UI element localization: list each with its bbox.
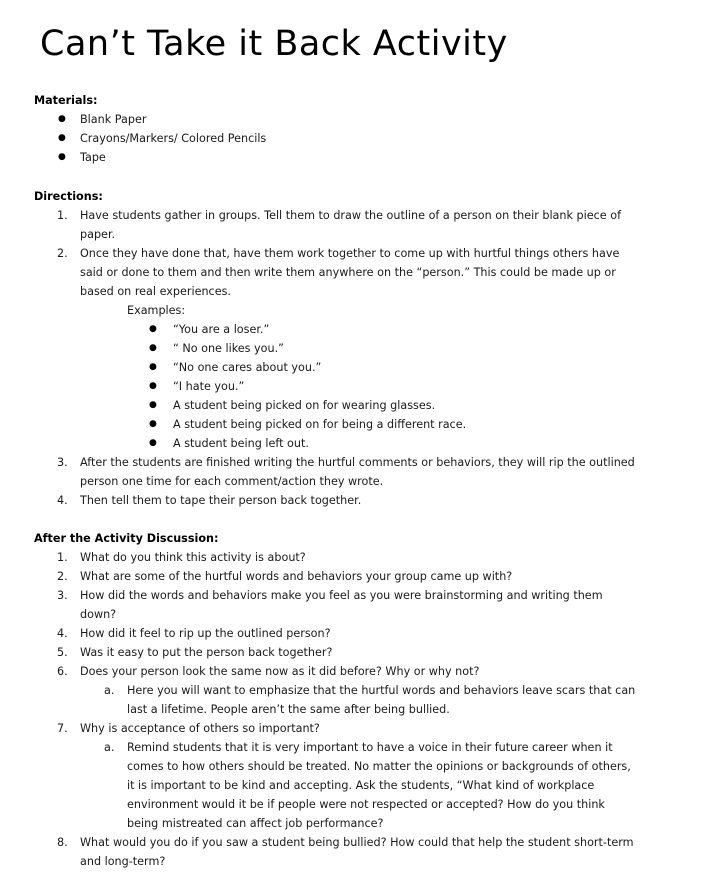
- example-item: “I hate you.”: [173, 380, 245, 393]
- question-text: How did the words and behaviors make you feel as you were brainstorming and writing them: [80, 589, 603, 602]
- step-text: said or done to them and then write them anywhere on the “person.” This could be made up or: [80, 266, 616, 279]
- question-text: Why is acceptance of others so important?: [80, 722, 320, 735]
- step-number: 2.: [57, 247, 68, 260]
- example-item: A student being picked on for wearing glasses.: [173, 399, 436, 412]
- question-text: and long-term?: [80, 855, 166, 868]
- bullet-icon: ●: [58, 152, 66, 162]
- question-text: Was it easy to put the person back together?: [80, 646, 333, 659]
- sub-item-text: last a lifetime. People aren’t the same after being bullied.: [127, 703, 450, 716]
- question-text: Does your person look the same now as it did before? Why or why not?: [80, 665, 480, 678]
- question-text: What do you think this activity is about?: [80, 551, 306, 564]
- step-text: person one time for each comment/action they wrote.: [80, 475, 384, 488]
- materials-item: Blank Paper: [80, 113, 147, 126]
- step-text: Have students gather in groups. Tell them to draw the outline of a person on their blank piece of: [80, 209, 622, 222]
- sub-item-text: Here you will want to emphasize that the hurtful words and behaviors leave scars that can: [127, 684, 636, 697]
- step-text: paper.: [80, 228, 116, 241]
- sub-item-letter: a.: [104, 741, 115, 754]
- materials-item: Crayons/Markers/ Colored Pencils: [80, 132, 267, 145]
- step-text: Once they have done that, have them work together to come up with hurtful things others have: [80, 247, 620, 260]
- sub-item-text: Remind students that it is very important to have a voice in their future career when it: [127, 741, 613, 754]
- step-text: After the students are finished writing the hurtful comments or behaviors, they will rip the outlined: [80, 456, 635, 469]
- bullet-icon: ●: [149, 343, 157, 353]
- question-number: 7.: [57, 722, 68, 735]
- materials-heading: Materials:: [34, 94, 98, 107]
- directions-heading: Directions:: [34, 190, 103, 203]
- bullet-icon: ●: [149, 438, 157, 448]
- sub-item-text: it is important to be kind and accepting. Ask the students, “What kind of workplace: [127, 779, 595, 792]
- question-number: 2.: [57, 570, 68, 583]
- materials-item: Tape: [80, 151, 106, 164]
- bullet-icon: ●: [149, 381, 157, 391]
- example-item: “ No one likes you.”: [173, 342, 284, 355]
- example-item: A student being picked on for being a different race.: [173, 418, 467, 431]
- bullet-icon: ●: [58, 114, 66, 124]
- step-text: Then tell them to tape their person back together.: [80, 494, 362, 507]
- question-text: What would you do if you saw a student being bullied? How could that help the student short-term: [80, 836, 634, 849]
- step-number: 4.: [57, 494, 68, 507]
- step-text: based on real experiences.: [80, 285, 231, 298]
- examples-label: Examples:: [127, 304, 186, 317]
- step-number: 3.: [57, 456, 68, 469]
- step-number: 1.: [57, 209, 68, 222]
- question-number: 1.: [57, 551, 68, 564]
- question-number: 4.: [57, 627, 68, 640]
- bullet-icon: ●: [149, 362, 157, 372]
- example-item: “You are a loser.”: [173, 323, 270, 336]
- bullet-icon: ●: [149, 419, 157, 429]
- sub-item-letter: a.: [104, 684, 115, 697]
- question-number: 8.: [57, 836, 68, 849]
- question-number: 6.: [57, 665, 68, 678]
- question-text: What are some of the hurtful words and behaviors your group came up with?: [80, 570, 513, 583]
- sub-item-text: being mistreated can affect job performance?: [127, 817, 384, 830]
- example-item: A student being left out.: [173, 437, 309, 450]
- bullet-icon: ●: [149, 400, 157, 410]
- sub-item-text: environment would it be if people were not respected or accepted? How do you think: [127, 798, 605, 811]
- question-number: 5.: [57, 646, 68, 659]
- example-item: “No one cares about you.”: [173, 361, 322, 374]
- sub-item-text: comes to how others should be treated. No matter the opinions or backgrounds of others,: [127, 760, 631, 773]
- bullet-icon: ●: [149, 324, 157, 334]
- document-title: Can’t Take it Back Activity: [40, 24, 508, 64]
- question-number: 3.: [57, 589, 68, 602]
- discussion-heading: After the Activity Discussion:: [34, 532, 219, 545]
- question-text: How did it feel to rip up the outlined person?: [80, 627, 331, 640]
- bullet-icon: ●: [58, 133, 66, 143]
- question-text: down?: [80, 608, 117, 621]
